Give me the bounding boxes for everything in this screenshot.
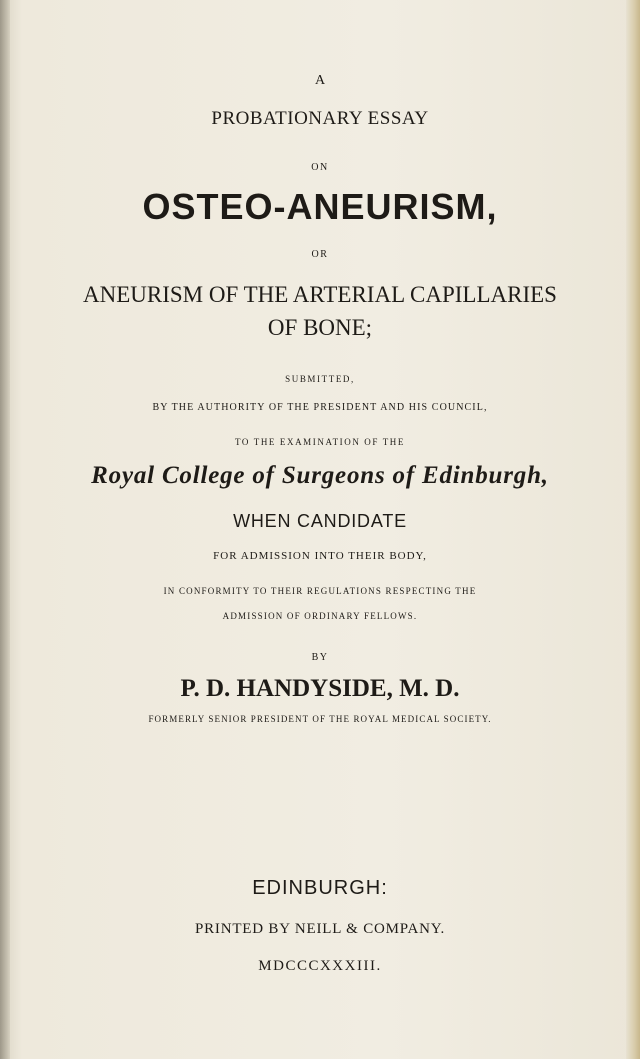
by-word: BY	[311, 652, 329, 663]
article-a: A	[314, 73, 326, 88]
college-name: Royal College of Surgeons of Edinburgh,	[91, 462, 549, 489]
subtitle-line-2: OF BONE;	[267, 315, 373, 340]
examination-line: TO THE EXAMINATION OF THE	[235, 437, 405, 447]
main-title: OSTEO-ANEURISM,	[142, 186, 498, 227]
essay-title: PROBATIONARY ESSAY	[211, 108, 429, 129]
imprint-printer: PRINTED BY NEILL & COMPANY.	[194, 921, 446, 937]
on-word: ON	[311, 162, 329, 173]
conformity-line: IN CONFORMITY TO THEIR REGULATIONS RESPECTING THE	[163, 586, 477, 596]
subtitle-line-1: ANEURISM OF THE ARTERIAL CAPILLARIES	[83, 282, 557, 307]
submitted-line: SUBMITTED,	[285, 374, 355, 384]
fellows-line: ADMISSION OF ORDINARY FELLOWS.	[222, 611, 418, 621]
imprint-year: MDCCCXXXIII.	[258, 958, 382, 974]
admission-line: FOR ADMISSION INTO THEIR BODY,	[213, 550, 427, 562]
authority-line: BY THE AUTHORITY OF THE PRESIDENT AND HIS COUNCIL,	[152, 402, 488, 413]
or-word: OR	[311, 249, 329, 260]
author-credential: FORMERLY SENIOR PRESIDENT OF THE ROYAL MEDICAL SOCIETY.	[148, 714, 492, 724]
when-candidate: WHEN CANDIDATE	[233, 511, 407, 531]
author-name: P. D. HANDYSIDE, M. D.	[180, 675, 460, 702]
imprint-city: EDINBURGH:	[252, 877, 388, 899]
